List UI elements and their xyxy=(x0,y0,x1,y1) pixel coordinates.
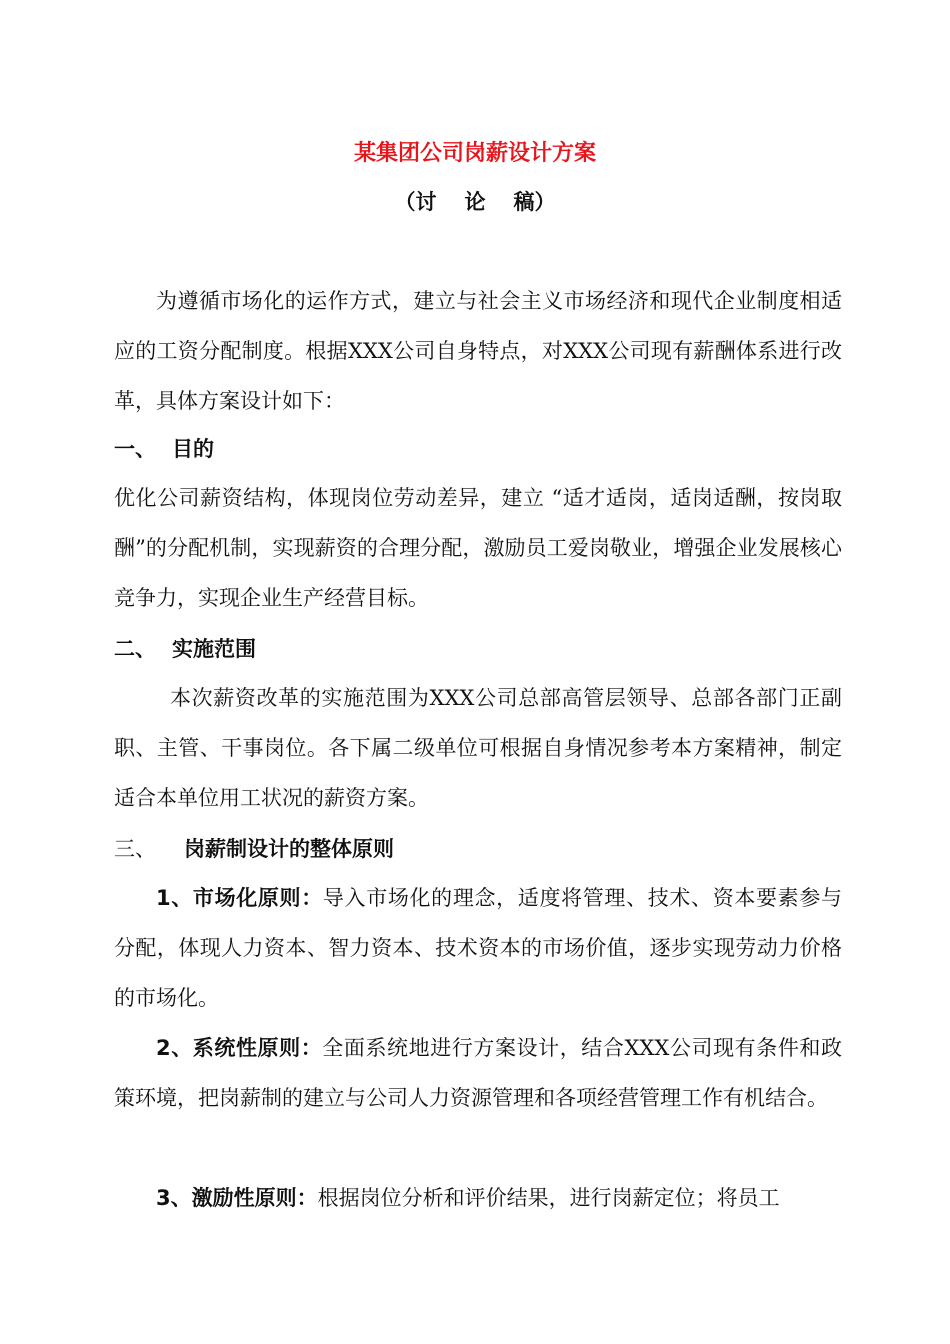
document-title: 某集团公司岗薪设计方案 xyxy=(353,141,596,166)
principle-3 xyxy=(114,1173,842,1223)
section-3-heading xyxy=(114,832,394,866)
section-1-title: 目的 xyxy=(172,437,214,461)
intro-paragraph: 为遵循市场化的运作方式，建立与社会主义市场经济和现代企业制度相适应的工资分配制度。根据XXX公司自身特点，对XXX公司现有薪酬体系进行改革，具体方案设计如下： xyxy=(114,289,842,413)
section-2-number: 二、 xyxy=(114,637,156,661)
principle-1 xyxy=(114,873,842,1023)
principle-2 xyxy=(114,1023,842,1123)
section-3-title: 岗薪制设计的整体原则 xyxy=(184,837,394,861)
principle-3-text: 根据岗位分析和评价结果，进行岗薪定位；将员工 xyxy=(317,1186,780,1210)
document-subtitle xyxy=(0,186,950,216)
subtitle-part-2: 论 xyxy=(464,190,486,214)
principle-2-label: 2、系统性原则： xyxy=(156,1036,323,1060)
subtitle-part-3: 稿） xyxy=(513,190,556,214)
section-2-body: 本次薪资改革的实施范围为XXX公司总部高管层领导、总部各部门正副职、主管、干事岗位。各下属二级单位可根据自身情况参考本方案精神，制定适合本单位用工状况的薪资方案。 xyxy=(114,686,842,810)
section-2-heading xyxy=(114,632,256,666)
principle-1-label: 1、市场化原则： xyxy=(156,886,323,910)
section-1-number: 一、 xyxy=(114,437,156,461)
principle-2-text: 全面系统地进行方案设计，结合XXX公司现有条件和政策环境，把岗薪制的建立与公司人力资源管理和各项经营管理工作有机结合。 xyxy=(114,1036,842,1110)
section-1-body: 优化公司薪资结构，体现岗位劳动差异，建立 “适才适岗，适岗适酬，按岗取酬”的分配机制，实现薪资的合理分配，激励员工爱岗敬业，增强企业发展核心竞争力，实现企业生产经营目标。 xyxy=(114,486,842,610)
section-1-heading xyxy=(114,432,214,466)
principle-1-text: 导入市场化的理念，适度将管理、技术、资本要素参与分配，体现人力资本、智力资本、技术资本的市场价值，逐步实现劳动力价格的市场化。 xyxy=(114,886,842,1010)
principle-3-label: 3、激励性原则： xyxy=(156,1186,318,1210)
section-2-title: 实施范围 xyxy=(172,637,256,661)
subtitle-part-1: （讨 xyxy=(394,190,437,214)
section-3-number: 三、 xyxy=(114,837,156,861)
